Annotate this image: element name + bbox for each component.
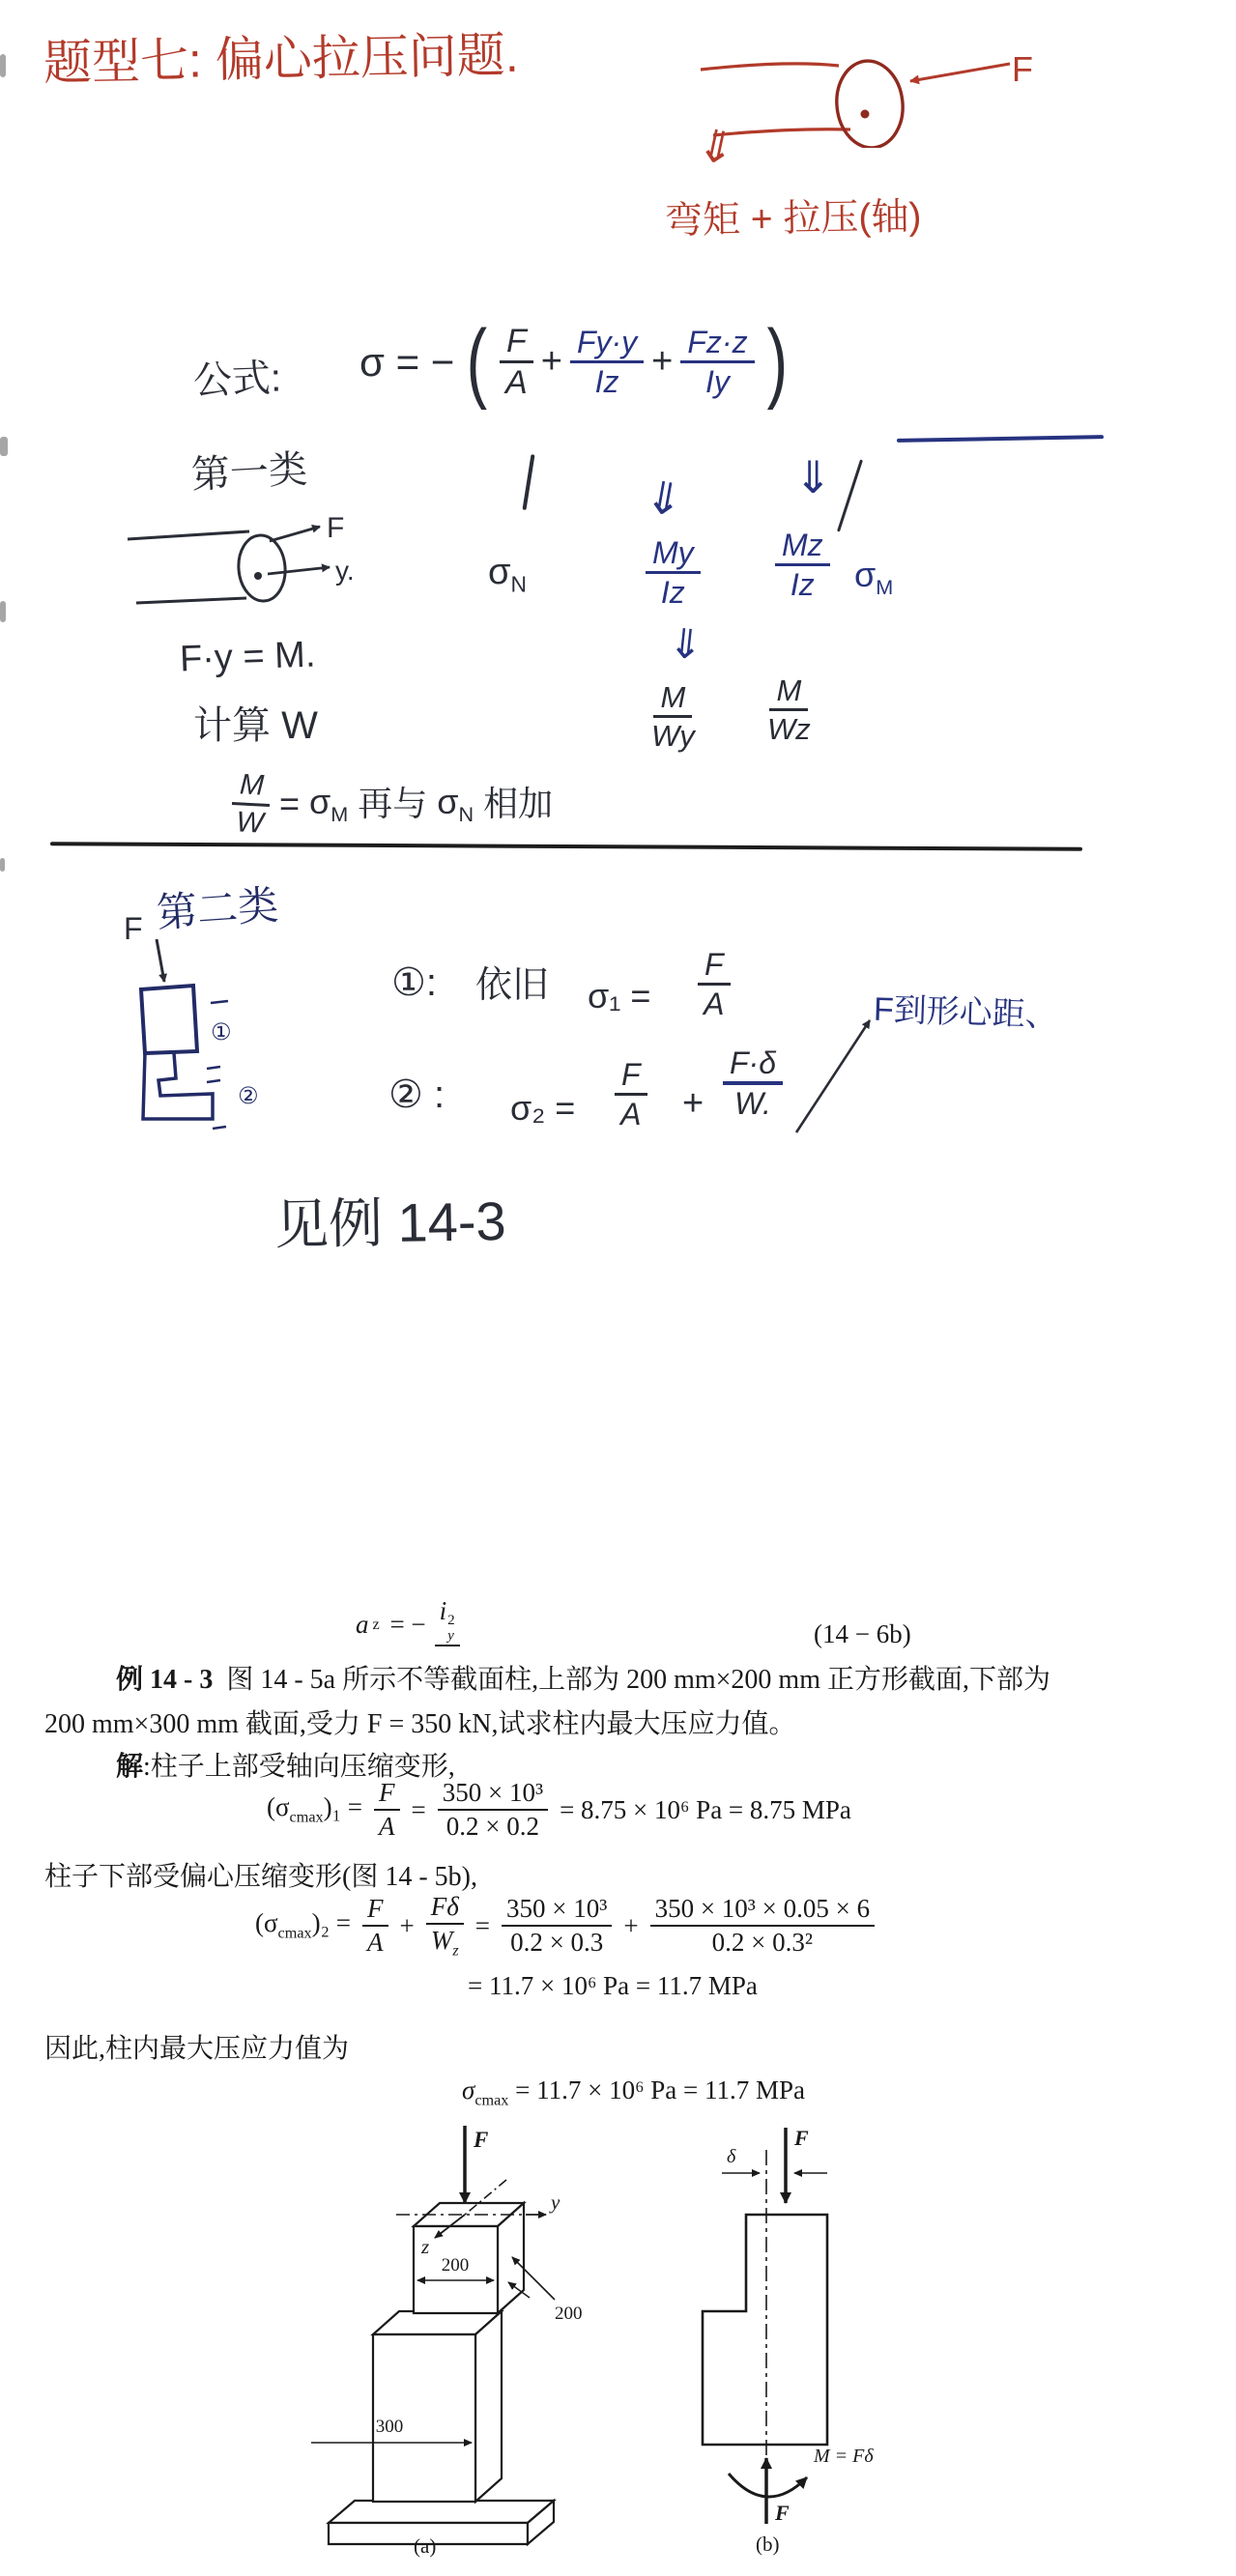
calc-w-label: 计算 W [193, 704, 318, 747]
plus-sign: + [540, 340, 562, 382]
item2-frac-Fd-W: F·δ W. [723, 1047, 783, 1119]
dim-depth: 200 [555, 2304, 583, 2324]
note-title: 题型七: 偏心拉压问题. [43, 27, 520, 91]
see-example-note: 见例 14-3 [273, 1189, 507, 1256]
partial-equation: a z = − i 2 y [356, 1596, 465, 1653]
item2-lhs: σ₂ = [510, 1088, 576, 1128]
section-divider [50, 842, 1082, 850]
item1-number: ①: [391, 961, 437, 1004]
dim-bottom-width: 300 [375, 2417, 404, 2437]
sigma-M: $\sigma_M$ [309, 781, 349, 826]
partial-fraction: i 2 y [435, 1596, 460, 1653]
plus-sign: + [682, 1083, 704, 1124]
formula-1: $(\sigma_{cmax})_1$ = $\frac{F}{A}$ = $\frac{\text{350 × 10³}}{0.2 \times 0.2}$ = 8.75 × 10⁶ Pa = 8.75 MPa [267, 1778, 851, 1842]
figure-a [269, 2118, 602, 2567]
moment-equation: F·y = M. [179, 634, 317, 680]
dim-top-width: 200 [441, 2255, 470, 2275]
annotation-arrow [789, 1009, 885, 1144]
frac-My-Iz: My Iz [646, 537, 701, 608]
sigma-N: $\sigma_N$ [488, 552, 527, 597]
frac-calc-1: $\frac{\text{350 × 10³}}{0.2 \times 0.3}$ [502, 1894, 612, 1958]
class2-label: 第二类 [155, 881, 280, 936]
dash-mark [207, 1067, 220, 1069]
figure-b-caption: (b) [756, 2533, 780, 2556]
formula-3: $\sigma_{cmax} = 11.7 \times 10^6$ Pa = 11.7 MPa [462, 2075, 805, 2109]
scan-artifact [0, 437, 8, 456]
cross-section-oval [832, 58, 906, 148]
paragraph-2: 柱子下部受偏心压缩变形(图 14 - 5b), [44, 1862, 477, 1892]
section2-mark: ② [238, 1083, 259, 1109]
y-axis-label: y. [335, 556, 355, 586]
dash-mark [211, 1001, 228, 1003]
sum-statement: $\frac{M}{W}$ = $\sigma_M$ 再与 $\sigma_N$ 相加 [232, 771, 553, 838]
figure-a-caption: (a) [414, 2534, 437, 2558]
sigma-M: $\sigma_M$ [854, 555, 894, 600]
formula-underline [897, 435, 1104, 443]
lower-section [143, 1053, 213, 1119]
figure-b [630, 2118, 930, 2576]
double-down-arrow-icon: ⇓ [693, 118, 740, 176]
arrow-line [796, 1020, 870, 1132]
item1-text: 依旧 [475, 965, 550, 1006]
sigma-cmax-2: $(\sigma_{cmax})_2$ = [255, 1908, 351, 1942]
cross-section-oval [236, 533, 288, 603]
item1-lhs: σ₁ = [588, 976, 651, 1016]
y-axis-label: y [551, 2190, 561, 2214]
frac-Mz-Iz: Mz Iz [775, 530, 830, 600]
solution-line: 解:柱子上部受轴向压缩变形, [116, 1752, 455, 1782]
double-down-arrow-icon: ⇓ [794, 452, 832, 502]
frac-M-W: $\frac{M}{W}$ [230, 770, 272, 839]
frac-F-A: F A [500, 325, 533, 399]
scan-artifact [0, 54, 6, 77]
frac-Fd-Wz: $\frac{F\delta}{W_z}$ [426, 1892, 464, 1960]
force-arrow [910, 64, 1010, 81]
force-arrow [157, 939, 164, 982]
frac-Fz-Iy: $\frac{Fz\cdot z}{Iy}$ [680, 327, 754, 397]
z-axis-label: z [421, 2235, 430, 2258]
sigma-N: $\sigma_N$ [437, 781, 474, 826]
frac-M-Wy: M Wy [651, 680, 695, 753]
force-label-top: F [794, 2126, 809, 2150]
axial-bar-sketch [101, 512, 430, 623]
lower-block-side [475, 2311, 502, 2502]
centroid-dot [861, 110, 870, 119]
note-conclusion: 弯矩 + 拉压(轴) [664, 195, 922, 243]
item2-number: ② : [388, 1073, 446, 1116]
paragraph-3: 因此,柱内最大压应力值为 [44, 2034, 350, 2064]
example-paragraph-line2: 200 mm×300 mm 截面,受力 F = 350 kN,试求柱内最大压应力值。 [44, 1709, 796, 1739]
section1-mark: ① [211, 1019, 232, 1045]
example-paragraph-line1: 例 14 - 3 图 14 - 5a 所示不等截面柱,上部为 200 mm×200 mm 正方形截面,下部为 [116, 1665, 1050, 1695]
plus-sign: + [651, 340, 674, 382]
frac-Fy-Iz: $\frac{Fy\cdot y}{Iz}$ [570, 327, 644, 397]
frac-calc: $\frac{\text{350 × 10³}}{0.2 \times 0.2}$ [438, 1778, 548, 1842]
formula-lhs: σ = − [359, 338, 455, 385]
double-down-arrow-icon: ⇓ [641, 471, 687, 527]
scan-artifact [0, 858, 5, 872]
upper-section [141, 986, 197, 1053]
frac-F-A: $\frac{F}{A}$ [362, 1894, 388, 1958]
bar-top-line [701, 64, 839, 70]
paren-close: ) [766, 311, 788, 411]
class1-label: 第一类 [189, 447, 309, 498]
force-label: F [1012, 49, 1033, 89]
delta-label: δ [727, 2146, 736, 2167]
y-axis-arrow [268, 567, 330, 574]
column-outline [703, 2215, 827, 2445]
eccentric-bar-sketch [686, 27, 1044, 148]
sigma-cmax-1: $(\sigma_{cmax})_1$ = [267, 1792, 362, 1826]
main-formula [359, 311, 791, 411]
force-arrow [270, 527, 320, 541]
frac-F-A: $\frac{F}{A}$ [374, 1778, 400, 1842]
equation-number: (14 − 6b) [814, 1619, 911, 1648]
item2-frac-F-A: F A [615, 1059, 647, 1130]
force-label: F [327, 512, 345, 544]
moment-label: M = Fδ [814, 2446, 874, 2467]
force-label: F [474, 2128, 489, 2152]
column-force-label: F [124, 911, 143, 946]
force-label-bottom: F [775, 2501, 790, 2525]
frac-M-Wz: M Wz [767, 673, 811, 746]
paren-open: ( [466, 311, 488, 411]
stray-stroke [837, 459, 863, 531]
stepped-column-sketch [114, 935, 307, 1143]
centroid-dot [254, 572, 262, 580]
eccentricity-annotation: F到形心距、 [873, 990, 1059, 1035]
dash-mark [213, 1127, 226, 1129]
bar-top-line [128, 531, 249, 539]
dash-mark [207, 1080, 220, 1082]
scan-artifact [0, 601, 6, 622]
formula-2: $(\sigma_{cmax})_2$ = $\frac{F}{A}$ + $\frac{F\delta}{W_z}$ = $\frac{\text{350 × 10³}}{0.2 \times 0.3}$ + $\frac{\text{350 × 10³ × 0.05 × 6}}{\text{0.2 × 0.3²}}$ [255, 1892, 879, 1960]
formula-2-result: = 11.7 × 10⁶ Pa = 11.7 MPa [468, 1971, 758, 2000]
frac-calc-2: $\frac{\text{350 × 10³ × 0.05 × 6}}{\text{0.2 × 0.3²}}$ [650, 1894, 876, 1958]
base-plate-top [329, 2501, 554, 2523]
bar-bottom-line [136, 598, 246, 603]
double-down-arrow-icon: ⇓ [666, 619, 705, 669]
formula-label: 公式: [192, 357, 282, 403]
item1-frac-F-A: F A [698, 949, 731, 1019]
tick-stroke [522, 454, 534, 510]
